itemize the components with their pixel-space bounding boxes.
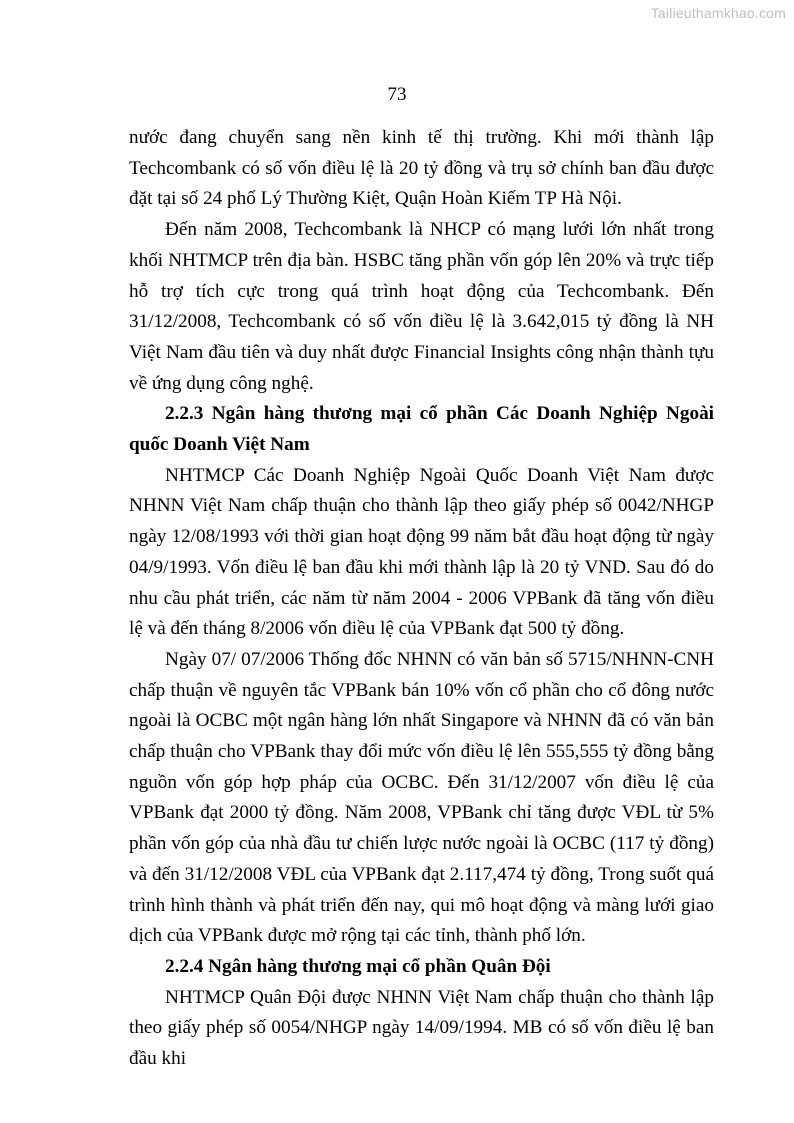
- page-number: 73: [387, 84, 407, 105]
- paragraph-3: NHTMCP Các Doanh Nghiệp Ngoài Quốc Doanh Việt Nam được NHNN Việt Nam chấp thuận cho thành lập theo giấy phép số 0042/NHGP ngày 12/08/1993 với thời gian hoạt động 99 năm bắt đầu hoạt động từ ngày 04/9/1993. Vốn điều lệ ban đầu khi mới thành lập là 20 tỷ VND. Sau đó do nhu cầu phát triển, các năm từ năm 2004 - 2006 VPBank đã tăng vốn điều lệ và đến tháng 8/2006 vốn điều lệ của VPBank đạt 500 tỷ đồng.: [129, 464, 714, 640]
- document-body: [129, 123, 714, 1075]
- paragraph-4: Ngày 07/ 07/2006 Thống đốc NHNN có văn bản số 5715/NHNN-CNH chấp thuận về nguyên tắc VPBank bán 10% vốn cổ phần cho cổ đông nước ngoài là OCBC một ngân hàng lớn nhất Singapore và NHNN đã có văn bản chấp thuận cho VPBank thay đổi mức vốn điều lệ lên 555,555 tỷ đồng bằng nguồn vốn góp hợp pháp của OCBC. Đến 31/12/2007 vốn điều lệ của VPBank đạt 2000 tỷ đồng. Năm 2008, VPBank chỉ tăng được VĐL từ 5% phần vốn góp của nhà đầu tư chiến lược nước ngoài là OCBC (117 tỷ đồng) và đến 31/12/2008 VĐL của VPBank đạt 2.117,474 tỷ đồng, Trong suốt quá trình hình thành và phát triển đến nay, qui mô hoạt động và màng lưới giao dịch của VPBank được mở rộng tại các tỉnh, thành phố lớn.: [129, 648, 714, 947]
- section-heading-2-2-4: 2.2.4 Ngân hàng thương mại cổ phần Quân Đội: [165, 955, 551, 977]
- paragraph-1: nước đang chuyển sang nền kinh tế thị trường. Khi mới thành lập Techcombank có số vốn điều lệ là 20 tỷ đồng và trụ sở chính ban đầu được đặt tại số 24 phố Lý Thường Kiệt, Quận Hoàn Kiếm TP Hà Nội.: [129, 127, 714, 210]
- watermark: Tailieuthamkhao.com: [650, 5, 786, 21]
- paragraph-5: NHTMCP Quân Đội được NHNN Việt Nam chấp thuận cho thành lập theo giấy phép số 0054/NHGP ngày 14/09/1994. MB có số vốn điều lệ ban đầu khi: [129, 986, 714, 1070]
- section-heading-2-2-3: 2.2.3 Ngân hàng thương mại cổ phần Các Doanh Nghiệp Ngoài quốc Doanh Việt Nam: [129, 403, 714, 456]
- paragraph-2: Đến năm 2008, Techcombank là NHCP có mạng lưới lớn nhất trong khối NHTMCP trên địa bàn. HSBC tăng phần vốn góp lên 20% và trực tiếp hỗ trợ tích cực trong quá trình hoạt động của Techcombank. Đến 31/12/2008, Techcombank có số vốn điều lệ là 3.642,015 tỷ đồng là NH Việt Nam đầu tiên và duy nhất được Financial Insights công nhận thành tựu về ứng dụng công nghệ.: [129, 219, 714, 394]
